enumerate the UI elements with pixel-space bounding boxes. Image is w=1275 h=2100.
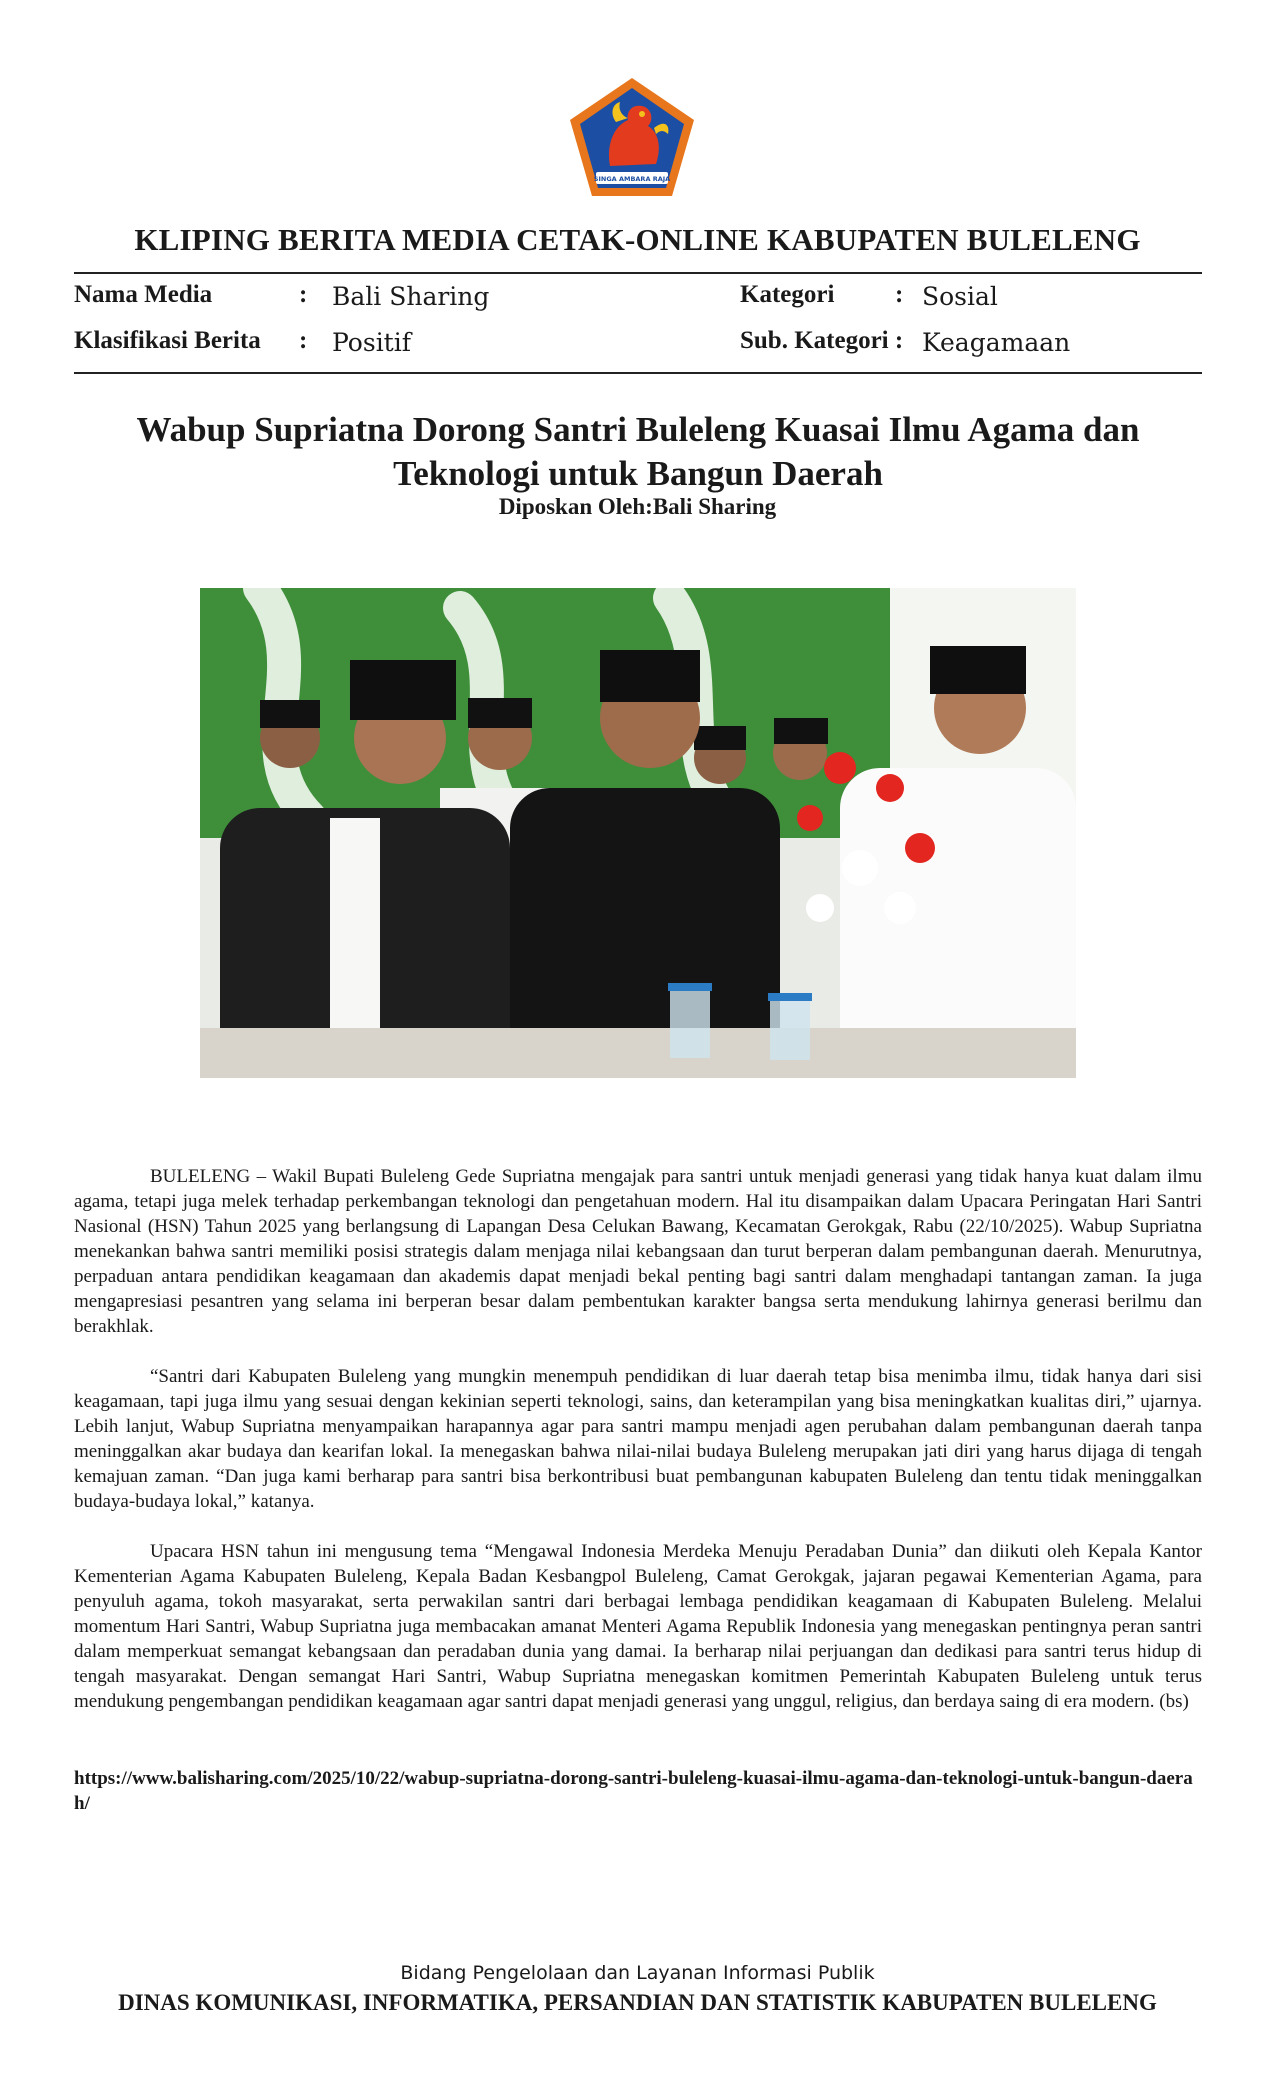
article-paragraph: “Santri dari Kabupaten Buleleng yang mungkin menempuh pendidikan di luar daerah tetap bisa menimba ilmu, tidak hanya dari sisi keagamaan, tapi juga ilmu yang sesuai dengan kekinian seperti teknologi, sains, dan keterampilan yang bisa meningkatkan kualitas diri,” ujarnya. Lebih lanjut, Wabup Supriatna menyampaikan harapannya agar para santri mampu menjadi agen perubahan dalam pembangunan daerah tanpa meninggalkan akar budaya dan kearifan lokal. Ia menegaskan bahwa nilai-nilai budaya Buleleng merupakan jati diri yang harus dijaga di tengah kemajuan zaman. “Dan juga kami berharap para santri bisa berkontribusi buat pembangunan kabupaten Buleleng dan tentu tidak meninggalkan budaya-budaya lokal,” katanya. bbox=[74, 1366, 1202, 1512]
logo-motto: SINGA AMBARA RAJA bbox=[593, 175, 671, 183]
nama-media-value: Bali Sharing bbox=[332, 282, 490, 311]
article-paragraph: BULELENG – Wakil Bupati Buleleng Gede Supriatna mengajak para santri untuk menjadi generasi yang tidak hanya kuat dalam ilmu agama, tetapi juga melek terhadap perkembangan teknologi dan pengetahuan modern. Hal itu disampaikan dalam Upacara Peringatan Hari Santri Nasional (HSN) Tahun 2025 yang berlangsung di Lapangan Desa Celukan Bawang, Kecamatan Gerokgak, Rabu (22/10/2025). Wabup Supriatna menekankan bahwa santri memiliki posisi strategis dalam menjaga nilai kebangsaan dan turut berperan dalam pembangunan daerah. Menurutnya, perpaduan antara pendidikan keagamaan dan akademis dapat menjadi bekal penting bagi santri dalam menghadapi tantangan zaman. Ia juga mengapresiasi pesantren yang selama ini berperan besar dalam pembentukan karakter bangsa serta mendukung lahirnya generasi berilmu dan berakhlak. bbox=[74, 1166, 1202, 1337]
article-body bbox=[74, 1164, 1202, 1739]
article-paragraph: Upacara HSN tahun ini mengusung tema “Mengawal Indonesia Merdeka Menuju Peradaban Dunia” dan diikuti oleh Kepala Kantor Kementerian Agama Kabupaten Buleleng, Kepala Badan Kesbangpol Buleleng, Camat Gerokgak, jajaran pegawai Kementerian Agama, para penyuluh agama, tokoh masyarakat, serta perwakilan santri dari berbagai lembaga pendidikan keagamaan di Kabupaten Buleleng. Melalui momentum Hari Santri, Wabup Supriatna juga membacakan amanat Menteri Agama Republik Indonesia yang menegaskan pentingnya peran santri dalam memperkuat semangat kebangsaan dan peradaban dunia yang damai. Ia berharap nilai perjuangan dan dedikasi para santri terus hidup di tengah masyarakat. Dengan semangat Hari Santri, Wabup Supriatna menegaskan komitmen Pemerintah Kabupaten Buleleng untuk terus mendukung pengembangan pendidikan keagamaan agar santri dapat menjadi generasi yang unggul, religius, dan berdaya saing di era modern. (bs) bbox=[74, 1541, 1202, 1712]
nama-media-separator: : bbox=[299, 281, 308, 308]
source-url[interactable]: https://www.balisharing.com/2025/10/22/wabup-supriatna-dorong-santri-buleleng-kuasai-ilmu-agama-dan-teknologi-untuk-bangun-daerah/ bbox=[74, 1768, 1193, 1814]
regency-logo bbox=[566, 74, 698, 200]
header-rule-top bbox=[74, 272, 1202, 274]
footer-division: Bidang Pengelolaan dan Layanan Informasi Publik bbox=[400, 1962, 875, 1984]
article-photo bbox=[200, 588, 1076, 1078]
nama-media-label: Nama Media bbox=[74, 281, 213, 308]
posted-by: Diposkan Oleh:Bali Sharing bbox=[498, 494, 777, 519]
klasifikasi-label: Klasifikasi Berita bbox=[74, 327, 261, 354]
header-rule-bottom bbox=[74, 372, 1202, 374]
article-headline: Wabup Supriatna Dorong Santri Buleleng Kuasai Ilmu Agama dan Teknologi untuk Bangun Daerah bbox=[136, 410, 1140, 493]
footer-agency: DINAS KOMUNIKASI, INFORMATIKA, PERSANDIAN DAN STATISTIK KABUPATEN BULELENG bbox=[118, 1990, 1157, 2015]
kategori-value: Sosial bbox=[922, 282, 998, 311]
subkategori-label: Sub. Kategori : bbox=[740, 327, 904, 354]
subkategori-value: Keagamaan bbox=[922, 328, 1071, 357]
klasifikasi-value: Positif bbox=[332, 328, 411, 357]
kliping-title: KLIPING BERITA MEDIA CETAK-ONLINE KABUPATEN BULELENG bbox=[134, 222, 1141, 257]
kategori-separator: : bbox=[895, 281, 904, 308]
kategori-label: Kategori bbox=[740, 281, 835, 308]
klasifikasi-separator: : bbox=[299, 327, 308, 354]
